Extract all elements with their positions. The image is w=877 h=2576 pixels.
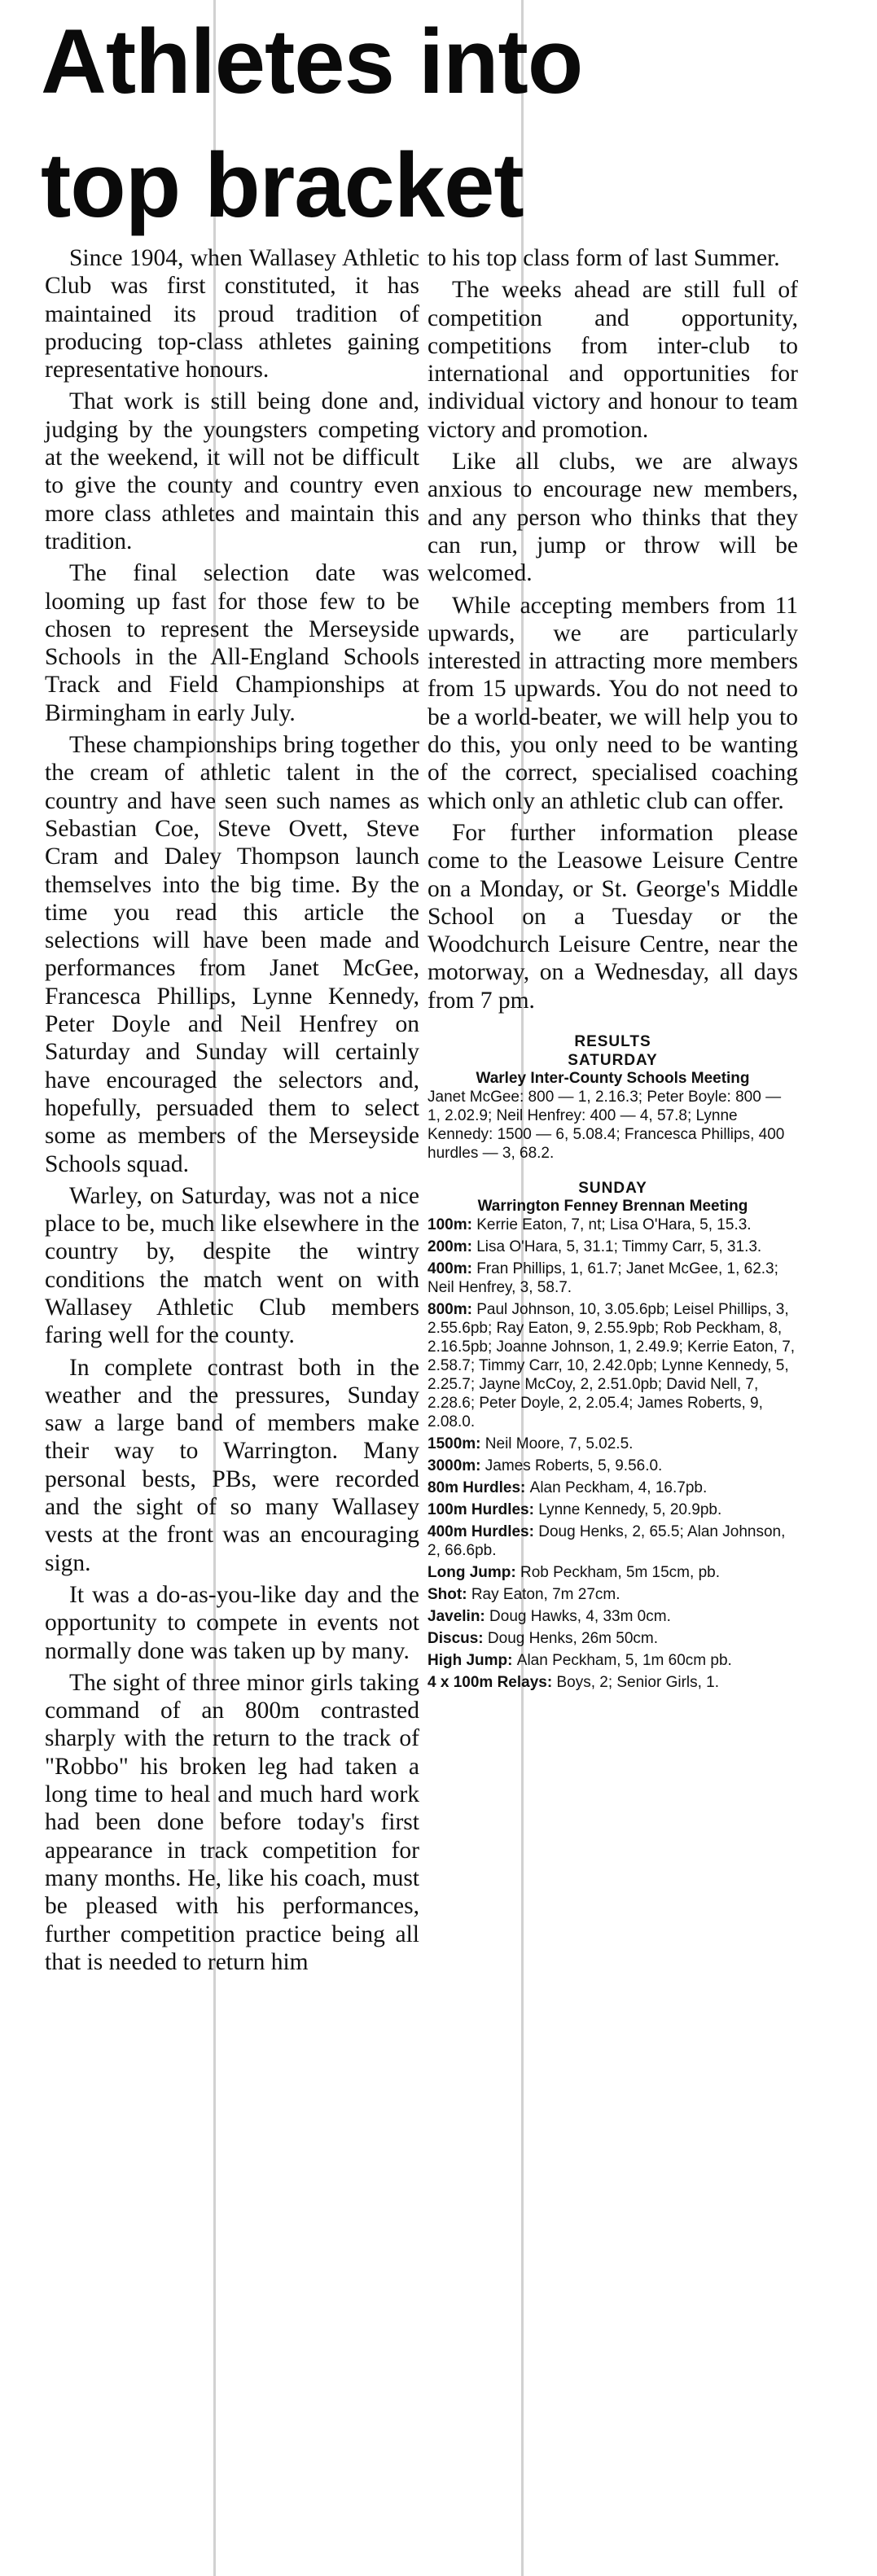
event-name: 800m: xyxy=(428,1301,477,1319)
paragraph: Since 1904, when Wallasey Athletic Club was first constituted, it has maintained its proud tradition of producing top-class athletes gaining representative honours. xyxy=(45,245,419,383)
paragraph: For further information please come to the Leasowe Leisure Centre on a Monday, or St. George's Middle School on a Tuesday or the Woodchurch Leisure Centre, near the motorway, on a Wednesday, all days from 7 pm. xyxy=(428,819,798,1014)
result-row xyxy=(428,1238,798,1256)
event-results: Alan Peckham, 5, 1m 60cm pb. xyxy=(516,1652,732,1670)
event-name: 4 x 100m Relays: xyxy=(428,1674,557,1692)
event-results: Lisa O'Hara, 5, 31.1; Timmy Carr, 5, 31.3. xyxy=(476,1238,762,1256)
sunday-events-list xyxy=(428,1216,798,1692)
saturday-heading: SATURDAY xyxy=(568,1052,658,1070)
paragraph: Like all clubs, we are always anxious to encourage new members, and any person who thinks that they can run, jump or throw will be welcomed. xyxy=(428,449,798,587)
result-row xyxy=(428,1673,798,1692)
left-column xyxy=(45,244,419,1980)
headline-line-2: top bracket xyxy=(41,134,524,236)
result-row xyxy=(428,1563,798,1582)
event-results: Kerrie Eaton, 7, nt; Lisa O'Hara, 5, 15.3. xyxy=(476,1216,752,1234)
sunday-meeting: Warrington Fenney Brennan Meeting xyxy=(477,1198,748,1216)
right-column xyxy=(428,244,798,1695)
result-row xyxy=(428,1651,798,1670)
paragraph: It was a do-as-you-like day and the opportunity to compete in events not normally done was taken up by many. xyxy=(45,1581,419,1664)
paragraph: These championships bring together the cream of athletic talent in the country and have seen such names as Sebastian Coe, Steve Ovett, Steve Cram and Daley Thompson launch themselves into the big time. By the time you read this article the selections will have been made and performances from Janet McGee, Francesca Phillips, Lynne Kennedy, Peter Doyle and Neil Henfrey on Saturday and Sunday will certainly have encouraged the selectors and, hopefully, persuaded them to select some as members of the Merseyside Schools squad. xyxy=(45,732,419,1177)
result-row xyxy=(428,1300,798,1431)
paragraph: In complete contrast both in the weather and the pressures, Sunday saw a large band of members make their way to Warrington. Many personal bests, PBs, were recorded and the sight of so many Wallasey vests at the front was an encouraging sign. xyxy=(45,1354,419,1576)
result-row xyxy=(428,1216,798,1234)
event-results: Doug Henks, 26m 50cm. xyxy=(487,1630,659,1648)
event-name: 400m: xyxy=(428,1260,477,1278)
result-row xyxy=(428,1435,798,1453)
event-name: High Jump: xyxy=(428,1652,517,1670)
sunday-heading: SUNDAY xyxy=(578,1180,647,1198)
event-name: Shot: xyxy=(428,1586,471,1604)
paragraph: to his top class form of last Summer. xyxy=(428,245,780,271)
result-row xyxy=(428,1522,798,1560)
result-row xyxy=(428,1260,798,1297)
event-name: 100m: xyxy=(428,1216,477,1234)
saturday-results: Janet McGee: 800 — 1, 2.16.3; Peter Boyle: 800 — 1, 2.02.9; Neil Henfrey: 400 — 4, 57.8; Lynne Kennedy: 1500 — 6, 5.08.4; Francesca Phillips, 400 hurdles — 3, 68.2. xyxy=(428,1089,785,1163)
event-name: 200m: xyxy=(428,1238,477,1256)
headline-line-1: Athletes into xyxy=(41,11,583,112)
results-heading: RESULTS xyxy=(574,1033,651,1051)
event-name: 80m Hurdles: xyxy=(428,1479,530,1497)
result-row xyxy=(428,1500,798,1519)
result-row xyxy=(428,1585,798,1604)
result-row xyxy=(428,1457,798,1475)
result-row xyxy=(428,1607,798,1626)
event-results: Ray Eaton, 7m 27cm. xyxy=(471,1586,620,1604)
result-row xyxy=(428,1629,798,1648)
result-row xyxy=(428,1479,798,1497)
event-results: Alan Peckham, 4, 16.7pb. xyxy=(529,1479,708,1497)
event-results: Boys, 2; Senior Girls, 1. xyxy=(556,1674,720,1692)
event-name: Discus: xyxy=(428,1630,488,1648)
event-name: 400m Hurdles: xyxy=(428,1523,539,1541)
event-results: Fran Phillips, 1, 61.7; Janet McGee, 1, 62.3; Neil Henfrey, 3, 58.7. xyxy=(428,1260,778,1297)
event-name: Long Jump: xyxy=(428,1564,520,1582)
event-name: 1500m: xyxy=(428,1435,485,1453)
paragraph: Warley, on Saturday, was not a nice place to be, much like elsewhere in the country by, despite the wintry conditions the match went on with Wallasey Athletic Club members faring well for the county. xyxy=(45,1182,419,1349)
event-name: 3000m: xyxy=(428,1457,485,1475)
paragraph: While accepting members from 11 upwards, we are particularly interested in attracting more members from 15 upwards. You do not need to be a world-beater, we will help you to do this, you only need to be wanting of the correct, specialised coaching which only an athletic club can offer. xyxy=(428,592,798,814)
event-results: James Roberts, 5, 9.56.0. xyxy=(485,1457,663,1475)
event-name: 100m Hurdles: xyxy=(428,1501,539,1519)
event-name: Javelin: xyxy=(428,1608,490,1626)
paragraph: The final selection date was looming up fast for those few to be chosen to represent the Merseyside Schools in the All-England Schools Track and Field Championships at Birmingham in early July. xyxy=(45,560,419,726)
paragraph: The sight of three minor girls taking command of an 800m contrasted sharply with the return to the track of "Robbo" his broken leg had taken a long time to heal and much hard work had been done before today's first appearance in track competition for many months. He, like his coach, must be pleased with his performances, further competition practice being all that is needed to return him xyxy=(45,1669,419,1975)
results-box xyxy=(428,1032,798,1692)
event-results: Lynne Kennedy, 5, 20.9pb. xyxy=(538,1501,722,1519)
headline xyxy=(41,0,855,248)
paragraph: That work is still being done and, judging by the youngsters competing at the weekend, it will not be difficult to give the county and country even more class athletes and maintain this tradition. xyxy=(45,388,419,554)
paragraph: The weeks ahead are still full of competition and opportunity, competitions from inter-club to international and opportunities for individual victory and honour to team victory and promotion. xyxy=(428,277,798,443)
event-results: Rob Peckham, 5m 15cm, pb. xyxy=(520,1564,720,1582)
event-results: Doug Hawks, 4, 33m 0cm. xyxy=(489,1608,671,1626)
saturday-meeting: Warley Inter-County Schools Meeting xyxy=(476,1070,750,1088)
fold-crease xyxy=(521,0,524,2576)
event-results: Neil Moore, 7, 5.02.5. xyxy=(485,1435,634,1453)
event-results: Paul Johnson, 10, 3.05.6pb; Leisel Phillips, 3, 2.55.6pb; Ray Eaton, 9, 2.55.9pb; Rob Peckham, 8, 2.16.5pb; Joanne Johnson, 1, 2.49.9; Kerrie Eaton, 7, 2.58.7; Timmy Carr, 10, 2.42.0pb; Lynne Kennedy, 5, 2.25.7; Jayne McCoy, 2, 2.51.0pb; David Nell, 7, 2.28.6; Peter Doyle, 2, 2.05.4; James Roberts, 9, 2.08.0. xyxy=(428,1301,796,1431)
event-results: Doug Henks, 2, 65.5; Alan Johnson, 2, 66.6pb. xyxy=(428,1523,786,1560)
fold-crease xyxy=(213,0,216,2576)
